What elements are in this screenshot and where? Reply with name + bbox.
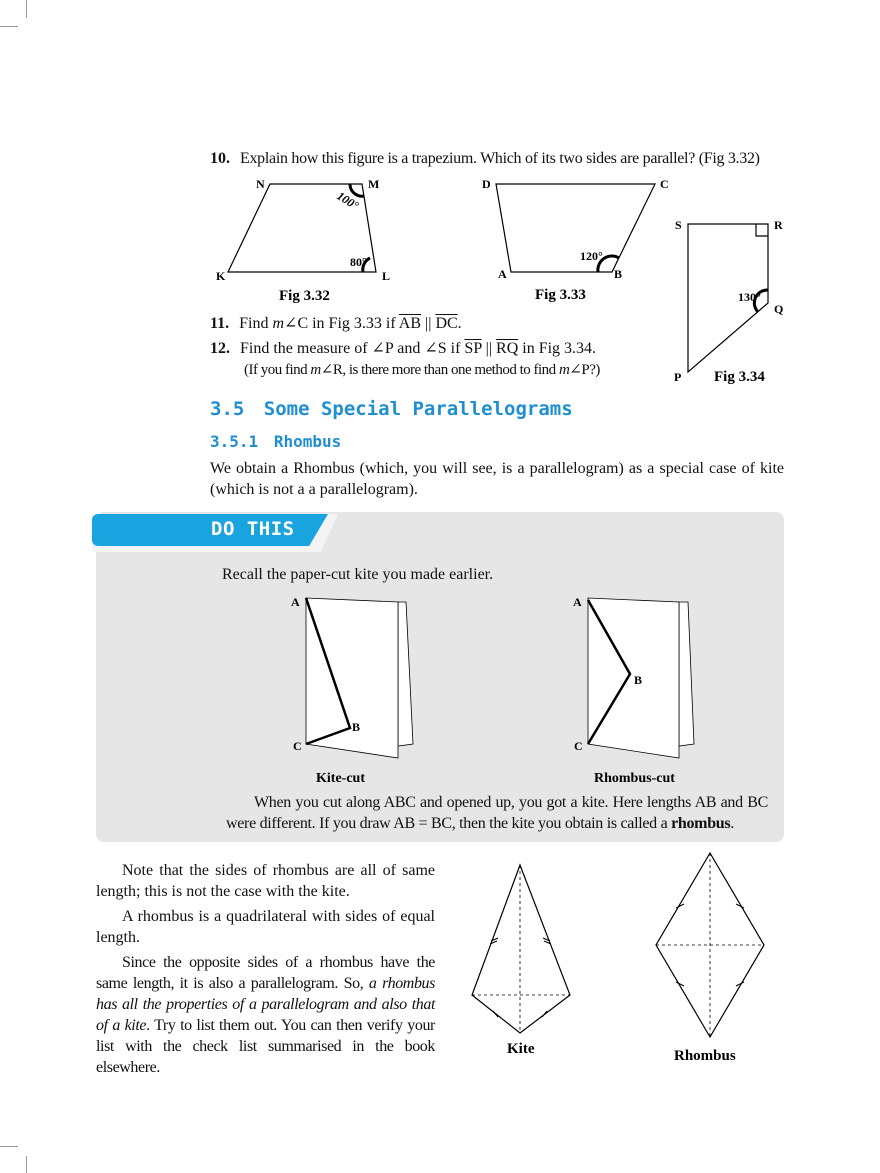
question-11 <box>210 313 650 334</box>
kite-rhombus-figures <box>460 845 780 1070</box>
punctuation: . <box>730 815 735 832</box>
segment-dc: $\overline{DC}$ <box>435 315 458 332</box>
vertex-k: K <box>216 269 226 283</box>
subsection-title: Rhombus <box>273 432 342 451</box>
m-symbol: m <box>272 315 285 332</box>
parallel-symbol: || <box>481 340 497 357</box>
crop-mark <box>26 1156 27 1173</box>
note-paragraph-3 <box>96 952 435 1078</box>
vertex-r: R <box>774 218 783 232</box>
crop-mark <box>0 1146 18 1147</box>
question-text: ∠C in Fig 3.33 if <box>284 315 399 332</box>
vertex-a: A <box>498 267 507 281</box>
m-symbol: m <box>310 362 321 378</box>
question-text: in Fig 3.34. <box>518 340 597 357</box>
point-c: C <box>574 739 583 753</box>
figure-caption: Kite <box>507 1041 535 1057</box>
vertex-n: N <box>256 177 265 191</box>
kite-cut-figure <box>291 595 413 786</box>
figure-caption: Rhombus-cut <box>594 771 675 786</box>
note-paragraph-1: Note that the sides of rhombus are all of same length; this is not the case with the kite. <box>96 862 435 900</box>
vertex-d: D <box>482 177 491 191</box>
figure-caption: Fig 3.32 <box>279 288 330 304</box>
question-12 <box>210 338 660 359</box>
question-number: 11. <box>210 315 230 332</box>
hint-text: ∠P?) <box>569 362 600 378</box>
question-12-hint <box>244 360 664 381</box>
question-number: 12. <box>210 340 230 357</box>
italic-text: a rhombus has all the properties of a parallelogram and also that of a kite <box>96 975 435 1034</box>
question-text: Find <box>239 315 273 332</box>
rhombus-figure <box>656 853 764 1064</box>
angle-label: 130° <box>738 290 761 304</box>
segment-sp: $\overline{SP}$ <box>464 340 482 357</box>
recall-text: Recall the paper-cut kite you made earlier. <box>222 566 494 583</box>
vertex-s: S <box>675 218 682 232</box>
point-b: B <box>352 720 361 734</box>
segment-rq: $\overline{RQ}$ <box>496 340 519 357</box>
paragraph-text: When you cut along ABC and opened up, you got a kite. Here lengths AB and BC were different. If you draw AB = BC, then the kite you obtain is called a <box>226 794 768 832</box>
vertex-b: B <box>614 267 623 281</box>
kite-figure <box>472 865 570 1057</box>
paragraph-text: Since the opposite sides of a rhombus have the same length, it is also a parallelogram. So, <box>96 954 435 992</box>
vertex-m: M <box>368 177 380 191</box>
angle-label: 120° <box>580 249 603 263</box>
fig-3-34 <box>674 218 783 385</box>
question-number: 10. <box>210 150 230 167</box>
subsection-number: 3.5.1 <box>210 432 259 451</box>
figure-caption: Fig 3.33 <box>535 287 586 303</box>
angle-label: 80° <box>350 255 367 269</box>
fig-3-32 <box>216 177 390 304</box>
do-this-paragraph <box>226 792 768 834</box>
parallel-symbol: || <box>421 315 436 332</box>
fig-3-33 <box>482 177 669 303</box>
point-a: A <box>573 595 582 609</box>
intro-paragraph: We obtain a Rhombus (which, you will see, is a parallelogram) as a special case of kite (which is not a a parallelogram). <box>210 460 784 498</box>
vertex-p: P <box>674 370 682 384</box>
section-number: 3.5 <box>210 398 245 420</box>
vertex-q: Q <box>774 302 784 316</box>
do-this-label: DO THIS <box>211 518 295 540</box>
vertex-c: C <box>660 177 669 191</box>
punctuation: . <box>457 315 462 332</box>
figure-caption: Kite-cut <box>316 771 365 786</box>
segment-ab: $\overline{AB}$ <box>398 315 422 332</box>
point-c: C <box>293 739 302 753</box>
paragraph-text: . Try to list them out. You can then verify your list with the check list summarised in the book elsewhere. <box>96 1017 435 1076</box>
figure-caption: Fig 3.34 <box>714 369 765 385</box>
bold-term: rhombus <box>671 815 731 832</box>
subsection-heading <box>210 432 341 451</box>
point-a: A <box>291 595 300 609</box>
hint-text: (If you find <box>244 362 311 378</box>
hint-text: ∠R, is there more than one method to find <box>320 362 559 378</box>
point-b: B <box>634 673 643 687</box>
question-text: Explain how this figure is a trapezium. Which of its two sides are parallel? (Fig 3.32) <box>240 150 760 167</box>
vertex-l: L <box>382 269 391 283</box>
paper-cut-figures <box>0 580 880 790</box>
section-heading <box>210 398 573 420</box>
note-paragraph-2: A rhombus is a quadrilateral with sides of equal length. <box>96 908 435 946</box>
figure-caption: Rhombus <box>674 1048 736 1064</box>
angle-label: 100° <box>334 188 362 213</box>
m-symbol: m <box>558 362 570 378</box>
rhombus-cut-figure <box>573 595 694 786</box>
question-text: Find the measure of ∠P and ∠S if <box>240 340 465 357</box>
section-title: Some Special Parallelograms <box>263 398 573 420</box>
